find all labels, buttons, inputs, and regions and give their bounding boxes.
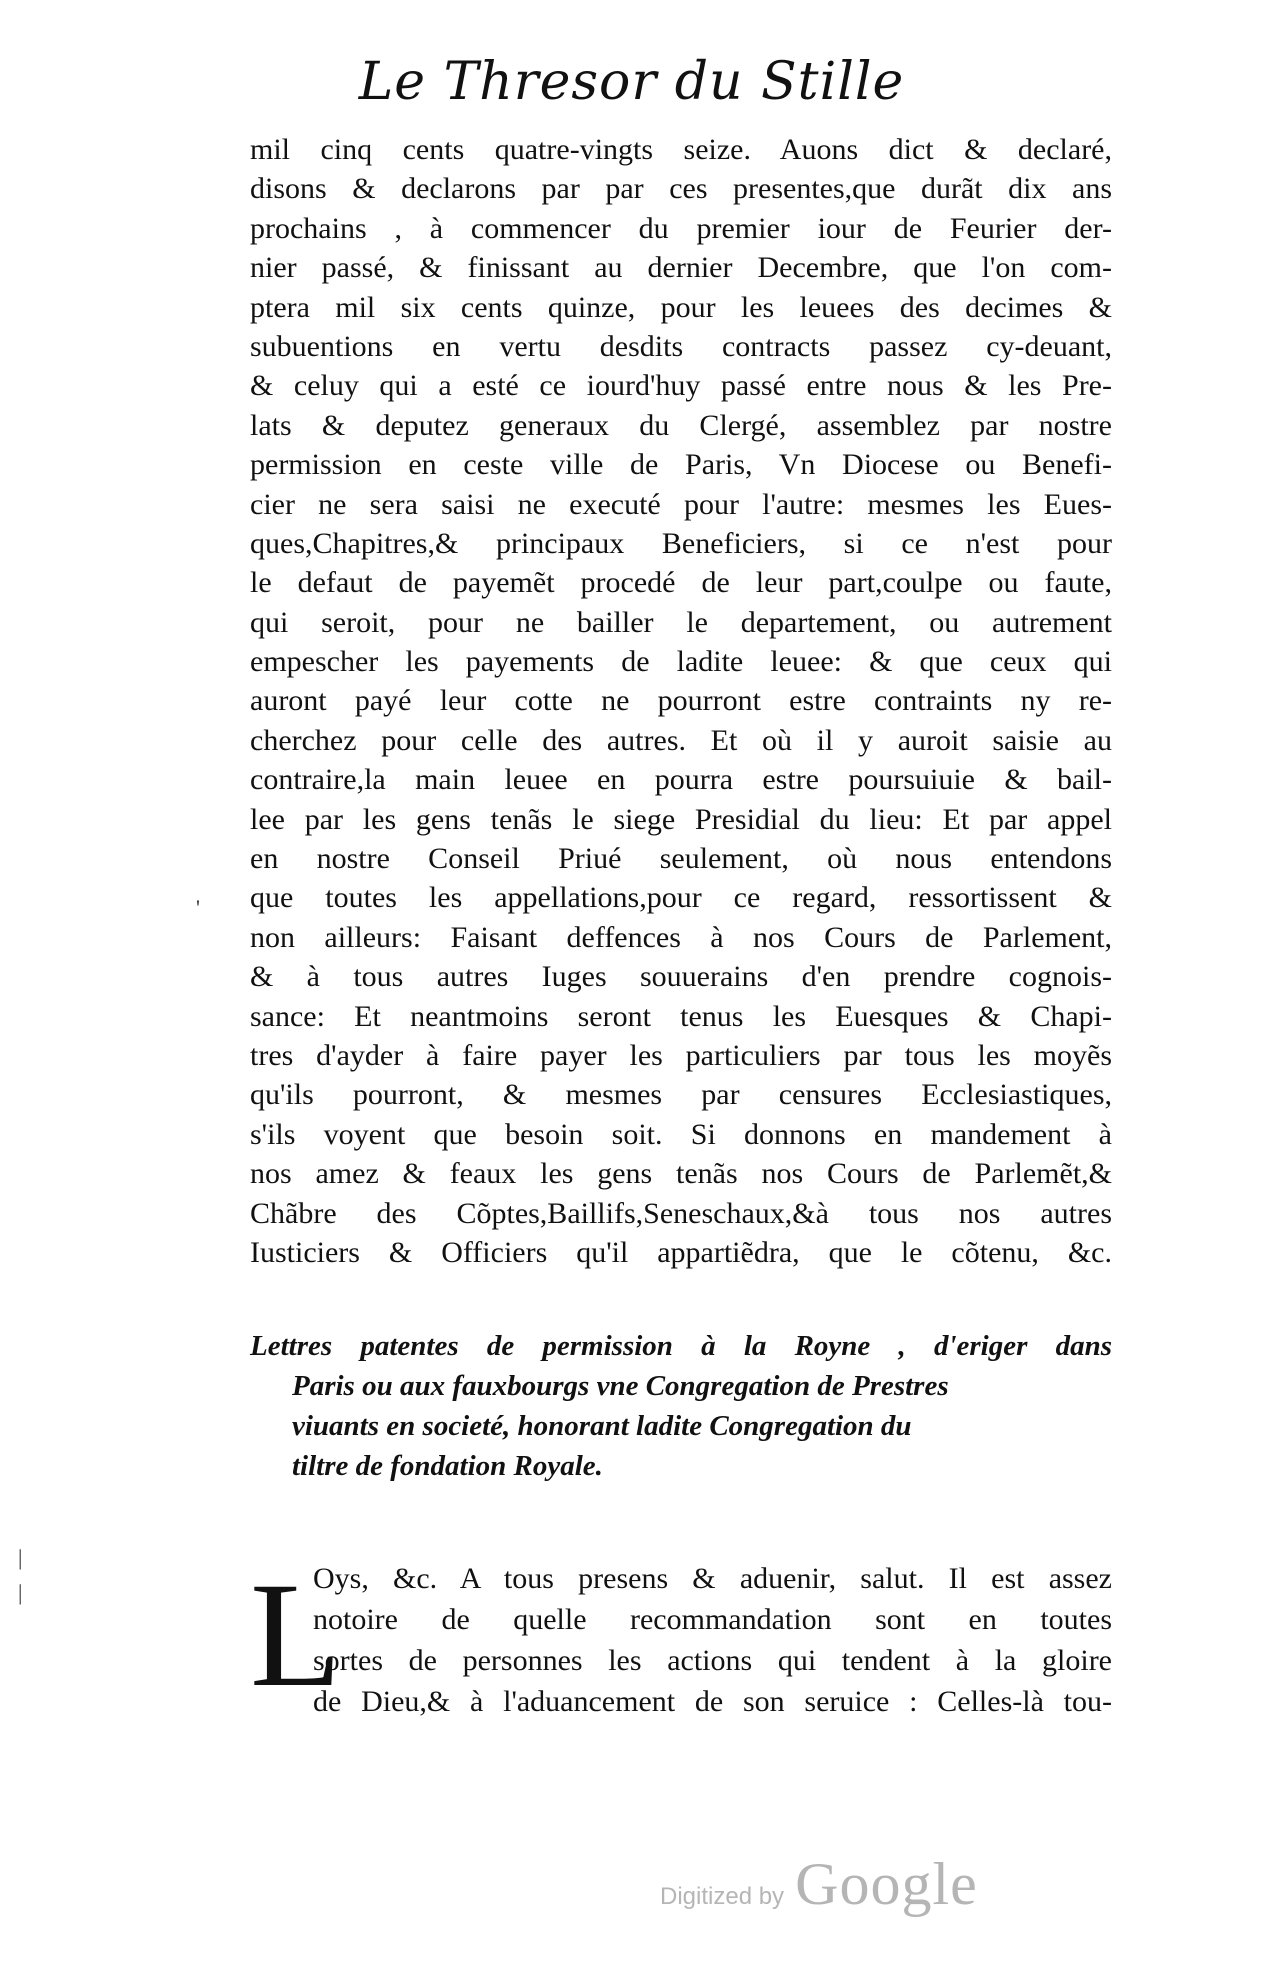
margin-tick: ' xyxy=(196,895,200,920)
title-line: viuants en societé, honorant ladite Congregation du xyxy=(292,1410,912,1442)
running-header xyxy=(0,52,1263,112)
text-line: nier passé, & finissant au dernier Decembre, que l'on com- xyxy=(250,251,1112,285)
text-line: lats & deputez generaux du Clergé, assemblez par nostre xyxy=(250,408,1112,442)
text-line: qui seroit, pour ne bailler le departement, ou autrement xyxy=(250,605,1112,639)
main-text xyxy=(250,130,1112,1272)
text-line: ptera mil six cents quinze, pour les leuees des decimes & xyxy=(250,290,1112,324)
text-line: Iusticiers & Officiers qu'il appartiẽdra, que le cõtenu, &c. xyxy=(250,1235,1112,1269)
text-line: subuentions en vertu desdits contracts passez cy-deuant, xyxy=(250,329,1112,363)
text-line: & à tous autres Iuges souuerains d'en prendre cognois- xyxy=(250,960,1112,994)
text-line: nos amez & feaux les gens tenãs nos Cours de Parlemẽt,& xyxy=(250,1157,1112,1191)
text-line: non ailleurs: Faisant deffences à nos Cours de Parlement, xyxy=(250,920,1112,954)
text-line: tres d'ayder à faire payer les particuliers par tous les moyẽs xyxy=(250,1038,1112,1072)
title-line: Paris ou aux fauxbourgs vne Congregation de Prestres xyxy=(292,1370,949,1402)
margin-tick: | xyxy=(18,1580,23,1605)
watermark-prefix: Digitized by xyxy=(660,1883,785,1910)
title-line: tiltre de fondation Royale. xyxy=(292,1450,603,1482)
text-line: en nostre Conseil Priué seulement, où nous entendons xyxy=(250,842,1112,876)
text-line: disons & declarons par par ces presentes,que durãt dix ans xyxy=(250,172,1112,206)
text-line: contraire,la main leuee en pourra estre poursuiuie & bail- xyxy=(250,763,1112,797)
text-line: sance: Et neantmoins seront tenus les Euesques & Chapi- xyxy=(250,999,1112,1033)
text-line: Chãbre des Cõptes,Baillifs,Seneschaux,&à tous nos autres xyxy=(250,1196,1112,1230)
text-line: empescher les payements de ladite leuee: & que ceux qui xyxy=(250,645,1112,679)
text-line: notoire de quelle recommandation sont en toutes xyxy=(313,1603,1112,1636)
text-line: lee par les gens tenãs le siege Presidial du lieu: Et par appel xyxy=(250,802,1112,836)
text-line: sortes de personnes les actions qui tendent à la gloire xyxy=(313,1644,1112,1677)
text-line: & celuy qui a esté ce iourd'huy passé entre nous & les Pre- xyxy=(250,369,1112,403)
watermark-logo: Google xyxy=(795,1851,978,1917)
digitized-watermark xyxy=(660,1850,978,1919)
text-line: ques,Chapitres,& principaux Beneficiers, si ce n'est pour xyxy=(250,526,1112,560)
text-line: cier ne sera saisi ne executé pour l'autre: mesmes les Eues- xyxy=(250,487,1112,521)
letters-paragraph xyxy=(250,1552,1112,1722)
text-line: de Dieu,& à l'aduancement de son seruice : Celles-là tou- xyxy=(313,1685,1112,1718)
text-line: cherchez pour celle des autres. Et où il y auroit saisie au xyxy=(250,723,1112,757)
text-line: mil cinq cents quatre-vingts seize. Auons dict & declaré, xyxy=(250,133,1112,166)
text-line: prochains , à commencer du premier iour de Feurier der- xyxy=(250,211,1112,245)
text-line: Oys, &c. A tous presens & aduenir, salut. Il est assez xyxy=(313,1562,1112,1595)
title-line: Lettres patentes de permission à la Royne , d'eriger dans xyxy=(250,1330,1112,1362)
text-line: permission en ceste ville de Paris, Vn Diocese ou Benefi- xyxy=(250,448,1112,482)
margin-tick: | xyxy=(18,1545,23,1570)
running-title: Le Thresor du Stille xyxy=(358,52,905,112)
text-line: auront payé leur cotte ne pourront estre contraints ny re- xyxy=(250,684,1112,718)
text-line: que toutes les appellations,pour ce regard, ressortissent & xyxy=(250,881,1112,915)
section-title xyxy=(250,1326,1112,1486)
text-line: le defaut de payemẽt procedé de leur part,coulpe ou faute, xyxy=(250,566,1112,600)
text-line: s'ils voyent que besoin soit. Si donnons en mandement à xyxy=(250,1117,1112,1151)
text-line: qu'ils pourront, & mesmes par censures Ecclesiastiques, xyxy=(250,1078,1112,1112)
drop-cap: L xyxy=(250,1552,342,1718)
